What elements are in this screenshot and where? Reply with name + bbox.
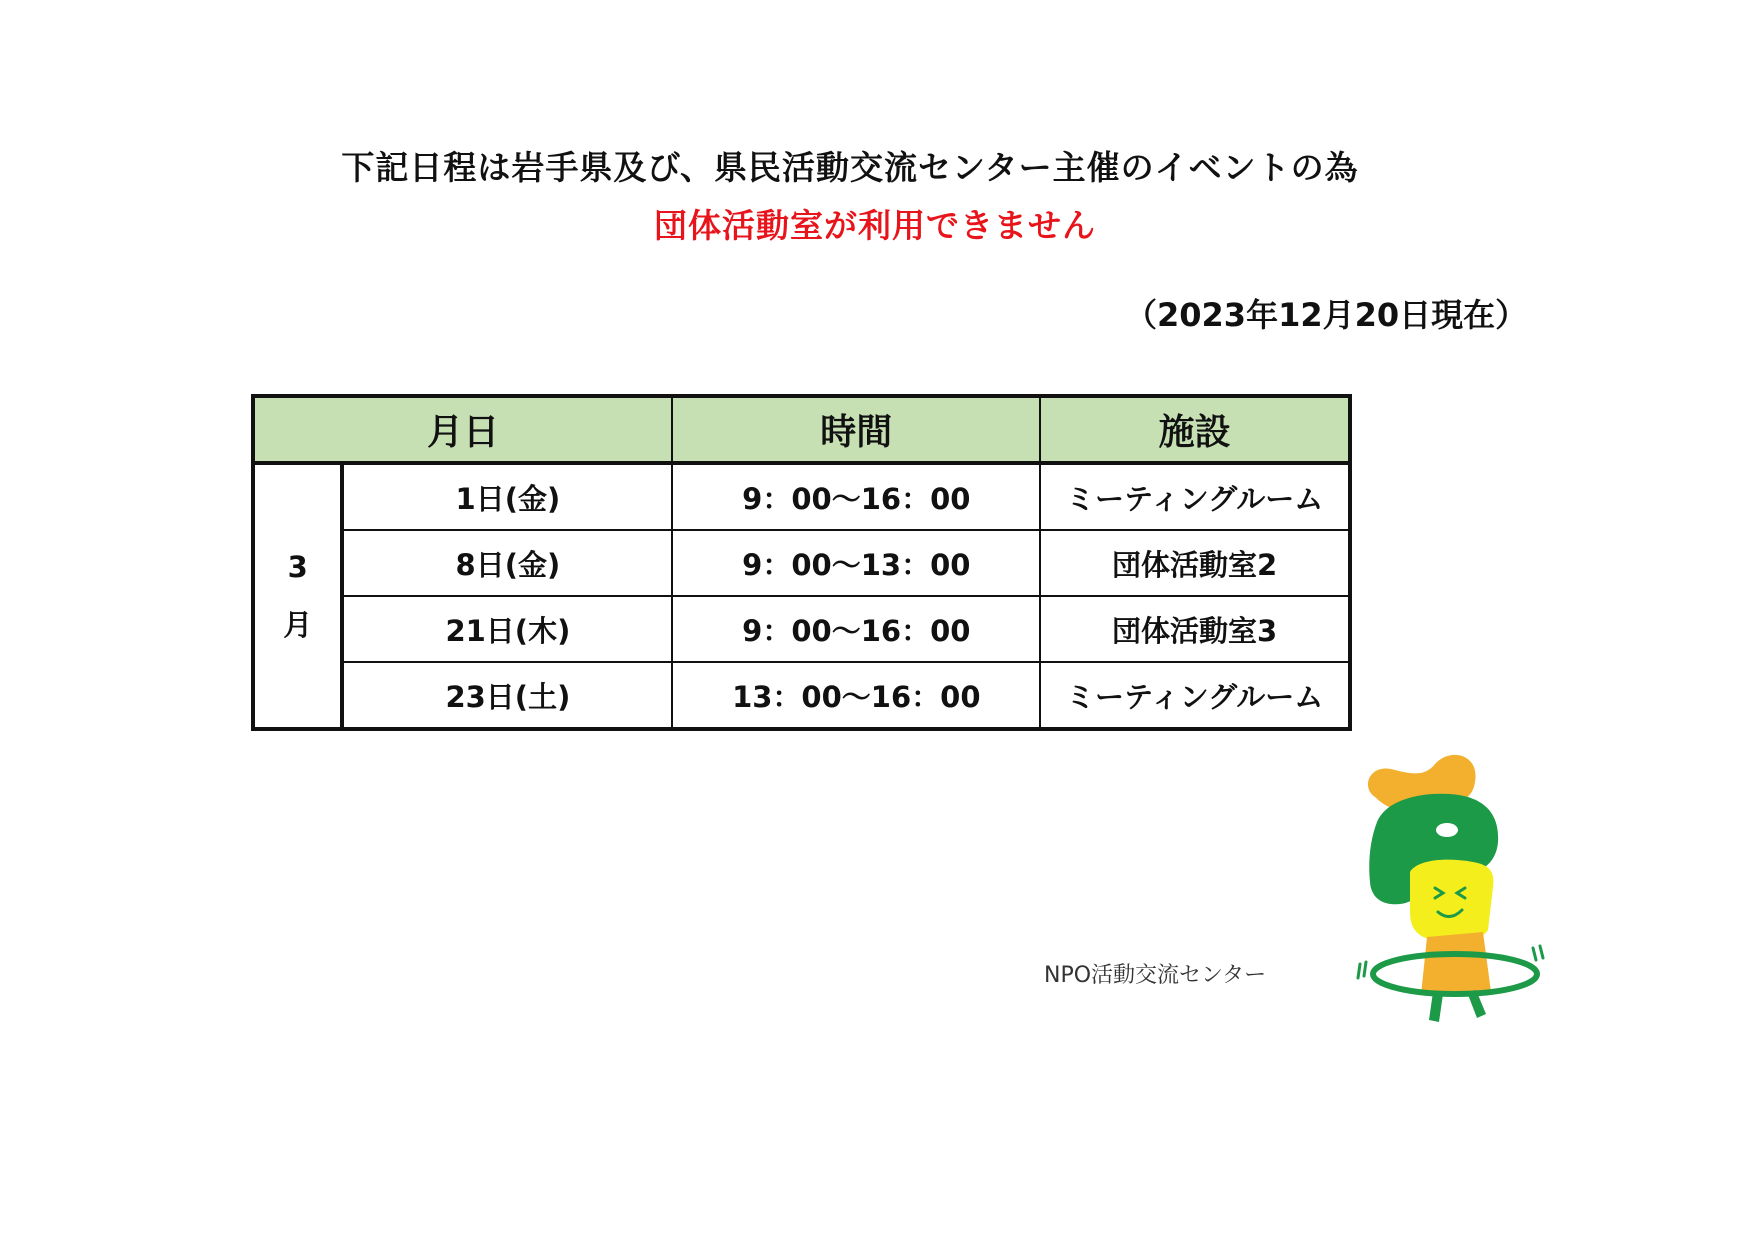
mascot-head-dot — [1436, 823, 1458, 837]
notice-line-1: 下記日程は岩手県及び、県民活動交流センター主催のイベントの為 — [341, 148, 1359, 187]
facility-cell: ミーティングルーム — [1040, 662, 1350, 729]
mascot-icon — [1355, 752, 1545, 1032]
organization-name: NPO活動交流センター — [1044, 963, 1267, 988]
date-cell: 8日(金) — [342, 530, 672, 596]
date-cell: 23日(土) — [342, 662, 672, 729]
time-cell: 9：00～13：00 — [672, 530, 1040, 596]
facility-cell: ミーティングルーム — [1040, 463, 1350, 530]
mascot-body — [1421, 932, 1491, 995]
notice-line-2-alert: 団体活動室が利用できません — [654, 206, 1096, 245]
table-row — [253, 596, 1350, 662]
mascot-motion-left — [1358, 962, 1366, 978]
facility-cell: 団体活動室2 — [1040, 530, 1350, 596]
time-cell: 9：00～16：00 — [672, 596, 1040, 662]
table-row — [253, 463, 1350, 530]
time-cell: 9：00～16：00 — [672, 463, 1040, 530]
table-row — [253, 662, 1350, 729]
header-facility: 施設 — [1040, 396, 1350, 463]
month-number: 3 — [287, 550, 308, 584]
header-time: 時間 — [672, 396, 1040, 463]
table-row — [253, 530, 1350, 596]
month-cell — [253, 463, 342, 729]
as-of-date: （2023年12月20日現在） — [1125, 296, 1528, 334]
time-cell: 13：00～16：00 — [672, 662, 1040, 729]
header-date: 月日 — [253, 396, 672, 463]
month-unit: 月 — [283, 608, 313, 642]
facility-cell: 団体活動室3 — [1040, 596, 1350, 662]
table-header-row — [253, 396, 1350, 463]
mascot-motion-right — [1533, 946, 1543, 960]
mascot-face — [1410, 860, 1493, 942]
date-cell: 21日(木) — [342, 596, 672, 662]
date-cell: 1日(金) — [342, 463, 672, 530]
closure-schedule-table — [251, 394, 1352, 731]
